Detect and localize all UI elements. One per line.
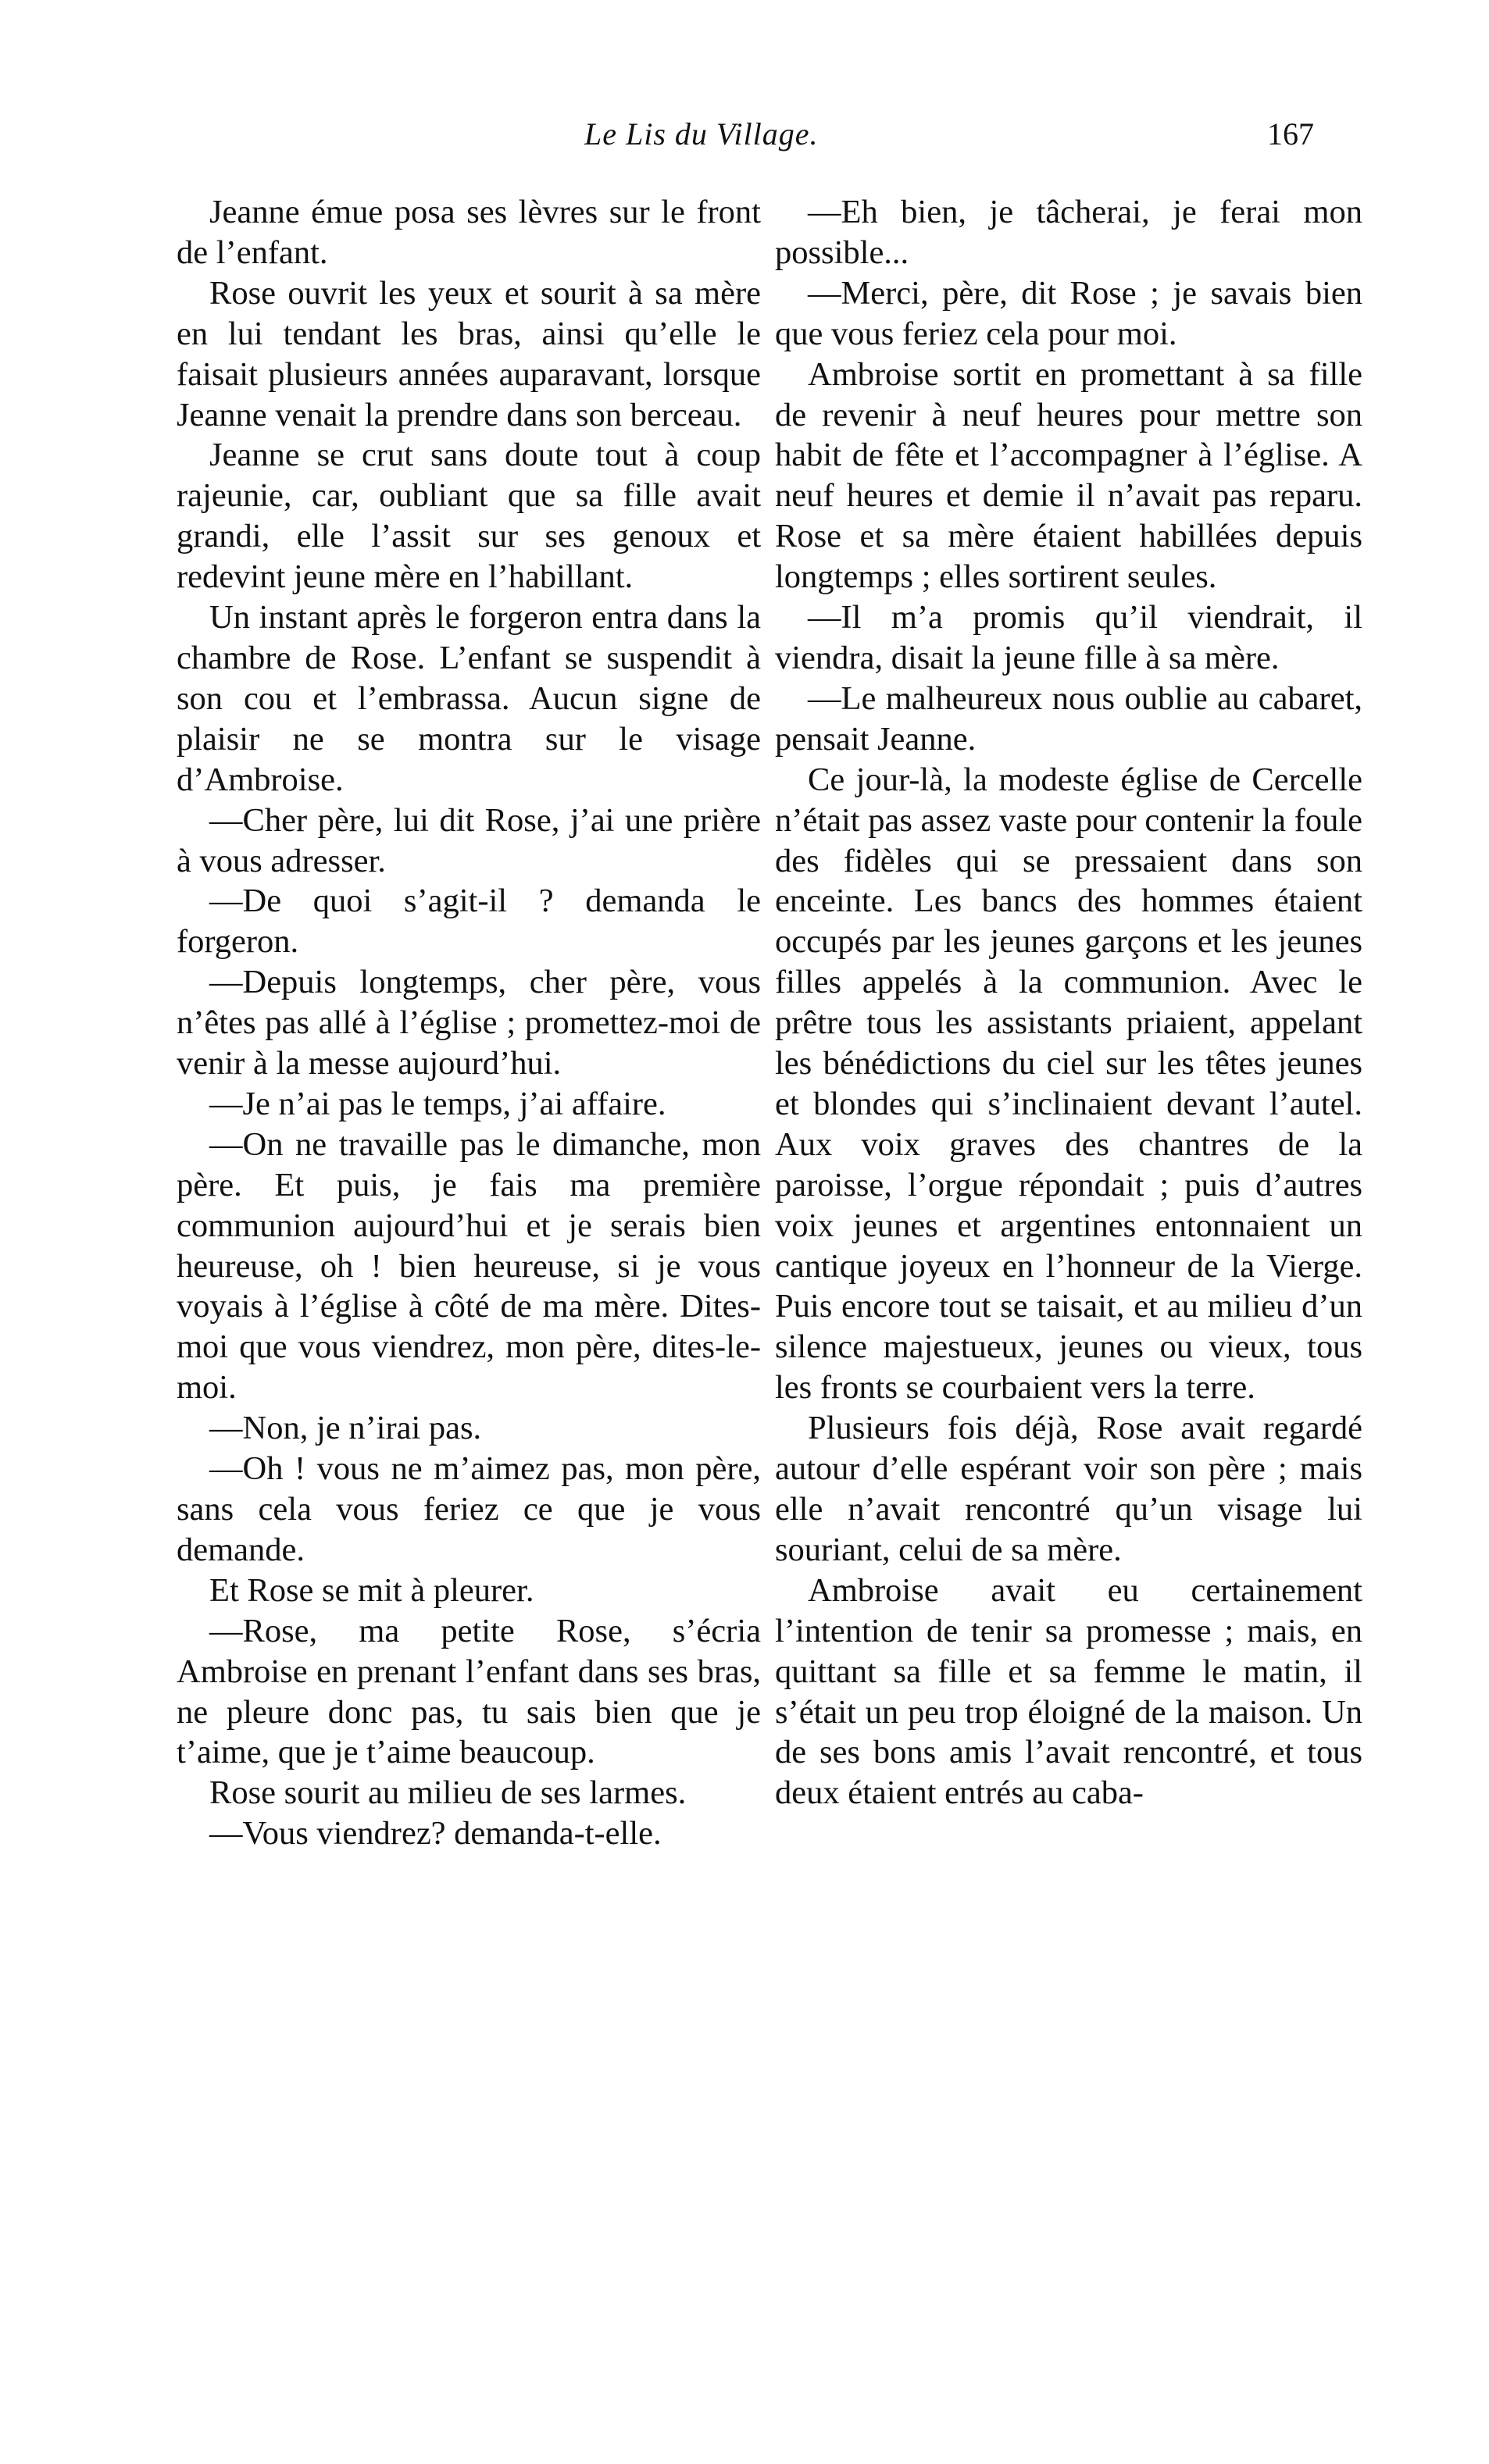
paragraph: —Le malheureux nous oublie au cabaret, pensait Jeanne.	[775, 679, 1362, 758]
paragraph: —Oh ! vous ne m’aimez pas, mon père, sans cela vous feriez ce que je vous demande.	[177, 1450, 761, 1568]
paragraph: —Cher père, lui dit Rose, j’ai une prière à vous adresser.	[177, 801, 761, 879]
paragraph: Ambroise sortit en promettant à sa fille de revenir à neuf heures pour mettre son habit de fête et l’accompagner à l’église. A neuf heures et demie il n’avait pas reparu. Rose et sa mère étaient habillées depuis longtemps ; elles sortirent seules.	[775, 355, 1362, 596]
right-column	[775, 192, 1362, 1813]
paragraph: —Eh bien, je tâcherai, je ferai mon possible...	[775, 194, 1362, 271]
paragraph: —Rose, ma petite Rose, s’écria Ambroise en prenant l’enfant dans ses bras, ne pleure donc pas, tu sais bien que je t’aime, que je t’aime beaucoup.	[177, 1612, 761, 1771]
paragraph: —Vous viendrez? demanda-t-elle.	[209, 1815, 662, 1852]
paragraph: —De quoi s’agit-il ? demanda le forgeron.	[177, 883, 761, 961]
paragraph: Jeanne émue posa ses lèvres sur le front de l’enfant.	[177, 194, 761, 271]
paragraph: Rose sourit au milieu de ses larmes.	[209, 1774, 687, 1812]
paragraph: Jeanne se crut sans doute tout à coup rajeunie, car, oubliant que sa fille avait grandi, elle l’assit sur ses genoux et redevint jeune mère en l’habillant.	[177, 437, 761, 596]
paragraph: —Depuis longtemps, cher père, vous n’êtes pas allé à l’église ; promettez-moi de venir à la messe aujourd’hui.	[177, 964, 761, 1082]
paragraph: Un instant après le forgeron entra dans la chambre de Rose. L’enfant se suspendit à son cou et l’embrassa. Aucun signe de plaisir ne se montra sur le visage d’Ambroise.	[177, 599, 761, 798]
paragraph: —On ne travaille pas le dimanche, mon père. Et puis, je fais ma première communion aujourd’hui et je serais bien heureuse, oh ! bien heureuse, si je vous voyais à l’église à côté de ma mère. Dites-moi que vous viendrez, mon père, dites-le-moi.	[177, 1125, 761, 1407]
running-title: Le Lis du Village.	[584, 116, 819, 152]
paragraph: Rose ouvrit les yeux et sourit à sa mère en lui tendant les bras, ainsi qu’elle le faisait plusieurs années auparavant, lorsque Jeanne venait la prendre dans son berceau.	[177, 274, 761, 433]
paragraph: —Merci, père, dit Rose ; je savais bien que vous feriez cela pour moi.	[775, 274, 1362, 352]
paragraph: —Non, je n’irai pas.	[209, 1410, 482, 1447]
paragraph: —Il m’a promis qu’il viendrait, il viendra, disait la jeune fille à sa mère.	[775, 599, 1362, 676]
left-column	[177, 192, 761, 1854]
paragraph: Ambroise avait eu certainement l’intention de tenir sa promesse ; mais, en quittant sa fille et sa femme le matin, il s’était un peu trop éloigné de la maison. Un de ses bons amis l’avait rencontré, et tous deux étaient entrés au caba-	[775, 1571, 1362, 1812]
paragraph: Plusieurs fois déjà, Rose avait regardé autour d’elle espérant voir son père ; mais elle n’avait rencontré qu’un visage lui souriant, celui de sa mère.	[775, 1410, 1362, 1568]
paragraph: —Je n’ai pas le temps, j’ai affaire.	[209, 1085, 666, 1122]
paragraph: Ce jour-là, la modeste église de Cercelle n’était pas assez vaste pour contenir la foule des fidèles qui se pressaient dans son enceinte. Les bancs des hommes étaient occupés par les jeunes garçons et les jeunes filles appelés à la communion. Avec le prêtre tous les assistants priaient, appelant les bénédictions du ciel sur les têtes jeunes et blondes qui s’inclinaient devant l’autel. Aux voix graves des chantres de la paroisse, l’orgue répondait ; puis d’autres voix jeunes et argentines entonnaient un cantique joyeux en l’honneur de la Vierge. Puis encore tout se taisait, et au milieu d’un silence majestueux, jeunes ou vieux, tous les fronts se courbaient vers la terre.	[775, 761, 1362, 1407]
paragraph: Et Rose se mit à pleurer.	[209, 1571, 534, 1609]
page-number: 167	[1267, 116, 1314, 152]
